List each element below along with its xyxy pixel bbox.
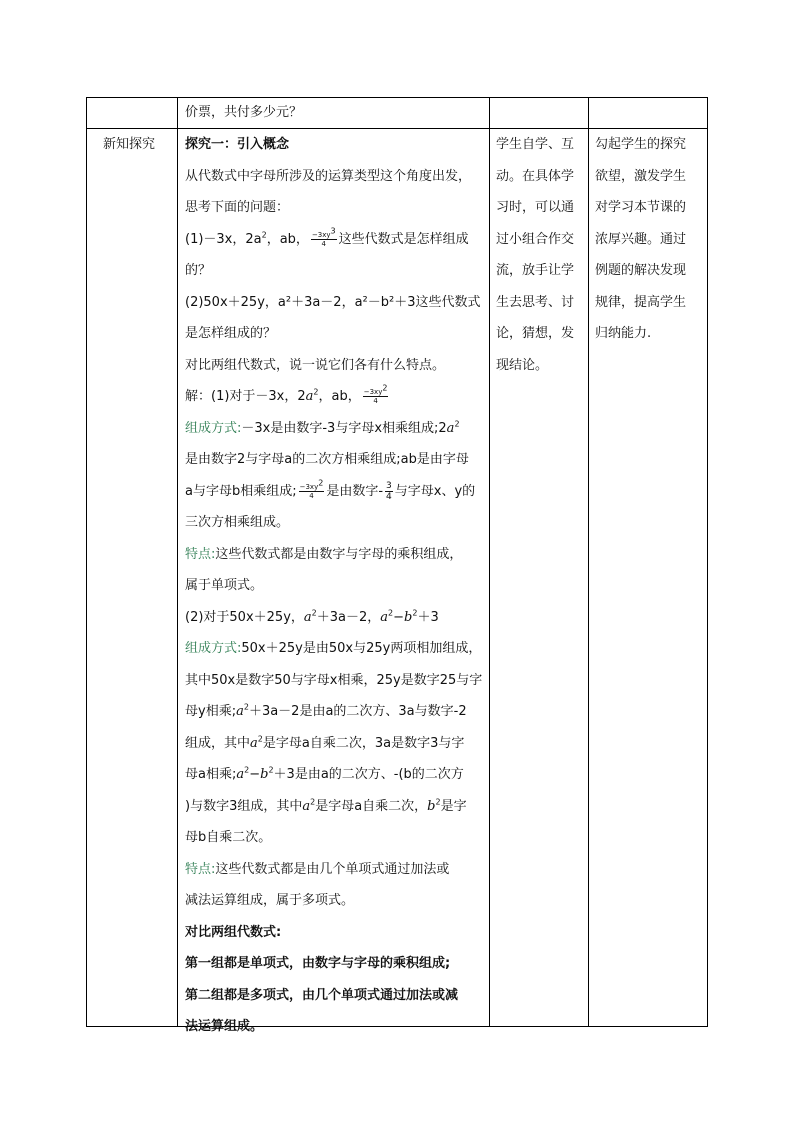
composition-1-label: 组成方式: bbox=[185, 420, 242, 436]
comp2-l5-sq1: 2 bbox=[244, 765, 250, 775]
composition-2-line-4 bbox=[185, 728, 487, 760]
q1-sep: ，ab， bbox=[266, 231, 309, 247]
comp2-l3-a: a bbox=[236, 704, 244, 719]
design-purpose-line: 欲望，激发学生 bbox=[595, 168, 687, 184]
comp2-l4-a: a bbox=[250, 735, 258, 751]
comp1-fraction-1 bbox=[299, 478, 325, 500]
composition-1-line-4: 三次方相乘组成。 bbox=[185, 515, 290, 530]
design-purpose-line: 归纳能力. bbox=[595, 326, 652, 341]
sol2-c: ＋3 bbox=[417, 609, 439, 625]
feature-1-line-1 bbox=[185, 539, 487, 571]
comp1-sq: 2 bbox=[454, 419, 460, 429]
comp2-l6c: 是字 bbox=[440, 798, 467, 814]
feature-2-label: 特点: bbox=[185, 861, 216, 877]
comp1-frac2-den: 4 bbox=[386, 491, 392, 502]
sol1-fraction bbox=[363, 383, 389, 405]
q1-fraction bbox=[311, 226, 337, 248]
comp2-l3-sq: 2 bbox=[243, 702, 249, 712]
question-2-line-1: (2)50x＋25y，a²＋3a－2，a²－b²＋3这些代数式 bbox=[185, 294, 481, 310]
student-activity-line: 习时，可以通 bbox=[496, 200, 575, 215]
composition-1-line-2: 是由数字2与字母a的二次方相乘组成;ab是由字母 bbox=[185, 452, 469, 467]
comp2-l6a: )与数字3组成，其中 bbox=[185, 798, 303, 814]
intro-line-2: 思考下面的问题： bbox=[185, 200, 290, 215]
design-purpose-cell bbox=[595, 129, 705, 350]
comp2-l6-sq1: 2 bbox=[310, 797, 316, 807]
q1-suffix: 这些代数式是怎样组成 bbox=[338, 231, 469, 247]
composition-2-text: 50x＋25y是由50x与25y两项相加组成， bbox=[241, 641, 482, 656]
sol1-prefix: 解：(1)对于－3x，2 bbox=[185, 389, 306, 404]
solution-2-line bbox=[185, 602, 487, 634]
design-purpose-line: 浓厚兴趣。通过 bbox=[595, 231, 687, 247]
composition-1-line-1 bbox=[185, 413, 487, 445]
feature-2-text: 这些代数式都是由几个单项式通过加法或 bbox=[215, 861, 450, 877]
composition-2-label: 组成方式: bbox=[185, 641, 242, 656]
comp2-l5-a: a bbox=[236, 767, 245, 782]
q1-frac-den: 4 bbox=[321, 239, 327, 248]
student-activity-cell bbox=[496, 129, 586, 381]
comp1-l3b: 是由数字- bbox=[326, 483, 384, 499]
question-2-line-2: 是怎样组成的？ bbox=[185, 326, 277, 341]
design-purpose-line: 规律，提高学生 bbox=[595, 294, 687, 310]
comp2-l6-b: b bbox=[427, 798, 436, 814]
comp2-l3b: ＋3a－2是由a的二次方、3a与数字-2 bbox=[248, 704, 467, 719]
sol2-minus: − bbox=[393, 609, 405, 625]
intro-line-1: 从代数式中字母所涉及的运算类型这个角度出发， bbox=[185, 168, 472, 184]
composition-2-line-6 bbox=[185, 791, 487, 823]
composition-1-line-3 bbox=[185, 476, 487, 508]
question-1-line-1 bbox=[185, 224, 487, 256]
comp1-2: 2 bbox=[438, 420, 447, 436]
sol2-a-var-2: a bbox=[380, 609, 389, 625]
sol1-frac-exp: 2 bbox=[382, 383, 388, 393]
stage-label: 新知探究 bbox=[103, 137, 156, 152]
composition-2-line-2: 其中50x是数字50与字母x相乘，25y是数字25与字 bbox=[185, 672, 483, 688]
feature-2-line-2: 减法运算组成，属于多项式。 bbox=[185, 893, 355, 908]
q1-sq: 2 bbox=[261, 230, 267, 240]
sol1-frac-num: −3xy bbox=[363, 388, 383, 396]
comp1-fraction-2 bbox=[385, 481, 393, 502]
comp2-l4-sq: 2 bbox=[257, 734, 263, 744]
composition-2-line-1 bbox=[185, 633, 487, 665]
sol2-sq3: 2 bbox=[412, 608, 418, 618]
sol2-sq1: 2 bbox=[311, 608, 317, 618]
student-activity-line: 论，猜想，发 bbox=[496, 326, 575, 341]
composition-1-text: －3x是由数字-3与字母x相乘组成; bbox=[241, 420, 439, 436]
solution-1-line bbox=[185, 381, 487, 413]
summary-line-1: 第一组都是单项式，由数字与字母的乘积组成; bbox=[185, 956, 451, 971]
comp2-l3a: 母y相乘; bbox=[185, 704, 237, 719]
sol1-a: a bbox=[305, 389, 314, 404]
student-activity-line: 现结论。 bbox=[496, 357, 549, 373]
table-border-left bbox=[86, 97, 87, 1027]
row1-content-cell bbox=[185, 97, 485, 129]
comp1-frac2-num: 3 bbox=[386, 480, 392, 491]
content-cell bbox=[185, 129, 487, 1043]
row1-text: 价票，共付多少元？ bbox=[185, 105, 303, 120]
q1-frac-exp: 3 bbox=[330, 226, 336, 236]
feature-1-line-2: 属于单项式。 bbox=[185, 578, 264, 593]
student-activity-line: 生去思考、讨 bbox=[496, 294, 575, 310]
table-col-divider-2 bbox=[489, 97, 490, 1027]
comp2-l5b: ＋3是由a的二次方、-(b的二次方 bbox=[273, 767, 464, 782]
table-col-divider-1 bbox=[177, 97, 178, 1027]
compare-prompt: 对比两组代数式，说一说它们各有什么特点。 bbox=[185, 357, 446, 373]
comp1-frac-den: 4 bbox=[309, 491, 314, 500]
stage-cell bbox=[103, 129, 175, 161]
table-col-divider-3 bbox=[588, 97, 589, 1027]
section-heading: 探究一：引入概念 bbox=[185, 137, 290, 152]
sol2-b-var: b bbox=[404, 609, 413, 625]
design-purpose-line: 对学习本节课的 bbox=[595, 200, 687, 215]
comp2-l6b: 是字母a自乘二次， bbox=[315, 798, 428, 814]
comp2-l5-b: b bbox=[260, 767, 269, 782]
comp1-a: a bbox=[446, 420, 455, 436]
design-purpose-line: 例题的解决发现 bbox=[595, 263, 687, 278]
student-activity-line: 学生自学、互 bbox=[496, 137, 575, 152]
summary-line-3: 法运算组成。 bbox=[185, 1019, 264, 1034]
summary-line-2: 第二组都是多项式，由几个单项式通过加法或减 bbox=[185, 987, 459, 1003]
sol2-sq2: 2 bbox=[388, 608, 394, 618]
feature-2-line-1 bbox=[185, 854, 487, 886]
summary-title: 对比两组代数式: bbox=[185, 924, 282, 940]
comp2-l6-sq2: 2 bbox=[435, 797, 441, 807]
composition-2-line-5 bbox=[185, 759, 487, 791]
table-border-right bbox=[707, 97, 708, 1027]
question-1-line-2: 的？ bbox=[185, 263, 212, 278]
comp1-frac-exp: 2 bbox=[318, 478, 324, 488]
design-purpose-line: 勾起学生的探究 bbox=[595, 137, 687, 152]
sol1-mid: ，ab， bbox=[318, 389, 361, 404]
sol1-sq: 2 bbox=[313, 387, 319, 397]
q1-frac-num: −3xy bbox=[311, 230, 331, 239]
student-activity-line: 流，放手让学 bbox=[496, 263, 575, 278]
student-activity-line: 动。在具体学 bbox=[496, 168, 575, 184]
sol2-a-var: a bbox=[303, 609, 312, 625]
composition-2-line-7: 母b自乘二次。 bbox=[185, 830, 272, 845]
feature-1-label: 特点: bbox=[185, 546, 216, 562]
student-activity-line: 过小组合作交 bbox=[496, 231, 575, 247]
sol2-a: (2)对于50x＋25y， bbox=[185, 609, 304, 625]
comp1-l3c: 与字母x、y的 bbox=[394, 483, 476, 499]
comp2-l4a: 组成，其中 bbox=[185, 735, 251, 751]
comp2-l5a: 母a相乘; bbox=[185, 767, 237, 782]
comp2-l4b: 是字母a自乘二次，3a是数字3与字 bbox=[262, 735, 465, 751]
feature-1-text: 这些代数式都是由数字与字母的乘积组成， bbox=[215, 546, 463, 562]
comp2-l5-minus: − bbox=[249, 767, 261, 782]
comp1-l3a: a与字母b相乘组成; bbox=[185, 483, 297, 499]
comp1-frac-num: −3xy bbox=[299, 482, 319, 491]
comp2-l6-a: a bbox=[302, 798, 311, 814]
sol1-frac-den: 4 bbox=[373, 397, 378, 405]
composition-2-line-3 bbox=[185, 696, 487, 728]
comp2-l5-sq2: 2 bbox=[268, 765, 274, 775]
q1-prefix: (1)－3x，2a bbox=[185, 231, 262, 247]
sol2-b: ＋3a－2， bbox=[316, 609, 381, 625]
